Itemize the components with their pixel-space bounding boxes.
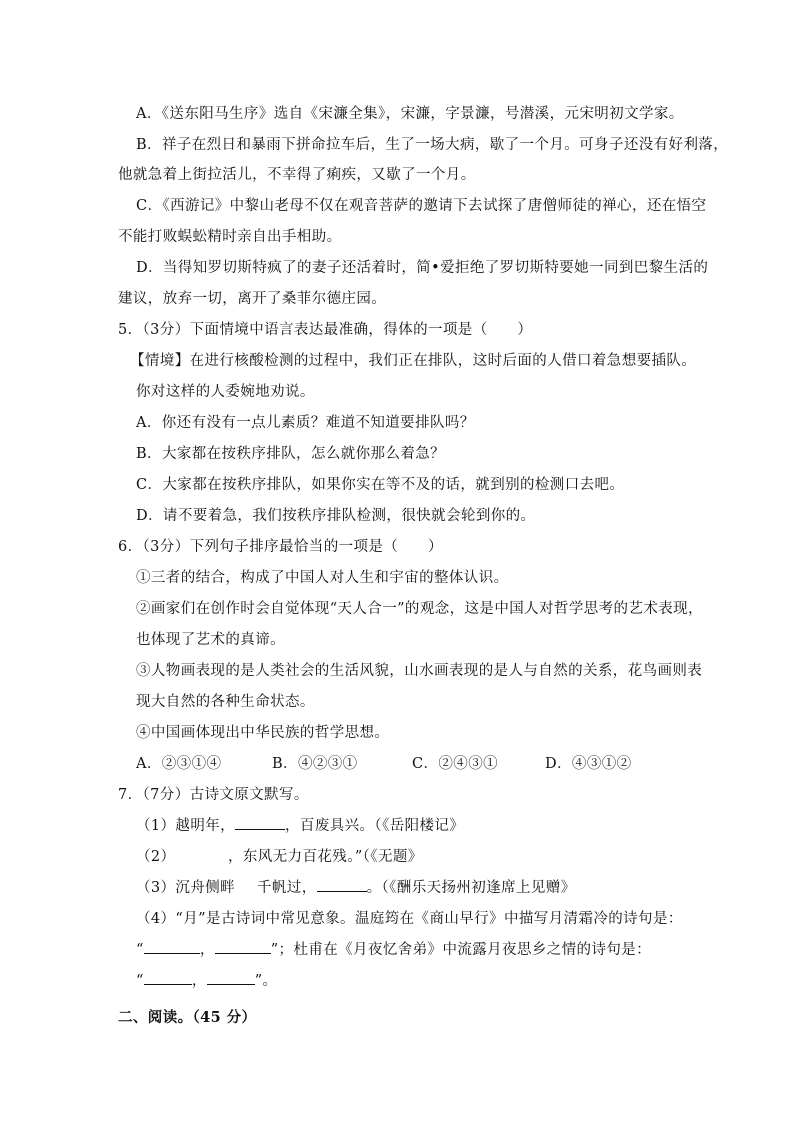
- q4-option-a-text: A．《送东阳马生序》选自《宋濂全集》，宋濂，字景濂，号潜溪，元宋明初文学家。: [136, 106, 684, 122]
- q7-item-1-prefix: （1）越明年，: [136, 818, 236, 834]
- q7-item-3-blank[interactable]: [317, 876, 367, 892]
- q5-stem-text: 5．（3分）下面情境中语言表达最准确，得体的一项是（ ）: [118, 322, 533, 338]
- q7-item-4-text-2: ”；杜甫在《月夜忆舍弟》中流露月夜思乡之情的诗句是：: [270, 942, 652, 958]
- q6-stem-text: 6．（3分）下列句子排序最恰当的一项是（ ）: [118, 539, 443, 555]
- q7-item-4-close: ”。: [254, 973, 278, 989]
- q7-item-4-open-quote-1: “: [136, 942, 144, 958]
- q7-item-4-text-1: （4）“月”是古诗词中常见意象。温庭筠在《商山早行》中描写月清霜冷的诗句是：: [136, 911, 683, 927]
- q5-context-text-1: 【情境】在进行核酸检测的过程中，我们正在排队，这时后面的人借口着急想要插队。: [130, 353, 697, 369]
- q6-sentence-1: [0, 566, 794, 590]
- section-2-title: 二、阅读。（45 分）: [118, 1009, 257, 1026]
- q6-sentence-3-text-1: ③人物画表现的是人类社会的生活风貌，山水画表现的是人与自然的关系，花鸟画则表: [136, 663, 703, 679]
- q6-stem: [0, 535, 794, 559]
- q4-option-b-line2: [0, 163, 794, 187]
- q7-item-4-line2-content: [136, 938, 651, 962]
- q7-stem: [0, 783, 794, 807]
- q7-item-3-line: [257, 876, 576, 900]
- q4-option-b-text-2: 他就急着上街拉活儿，不幸得了痢疾，又歇了一个月。: [118, 167, 476, 183]
- q4-option-d-line2: [0, 287, 794, 311]
- q6-sentence-2-line2: [0, 628, 794, 652]
- q7-item-1-blank[interactable]: [235, 814, 285, 830]
- q7-item-4-blank-3[interactable]: [144, 969, 192, 985]
- q7-item-4-open-quote-2: “: [136, 973, 144, 989]
- q6-sentence-2-text-1: ②画家们在创作时会自觉体现“天人合一”的观念，这是中国人对哲学思考的艺术表现，: [136, 601, 703, 617]
- q5-option-c: [0, 473, 794, 497]
- q7-item-3: [0, 876, 794, 900]
- q5-option-c-text: C．大家都在按秩序排队，如果你实在等不及的话，就到别的检测口去吧。: [136, 477, 625, 493]
- q4-option-b-line1: [0, 133, 794, 157]
- q5-option-b-text: B．大家都在按秩序排队，怎么就你那么着急？: [136, 446, 446, 462]
- q7-item-4-line2: [0, 938, 794, 962]
- q7-item-4-blank-1[interactable]: [144, 938, 200, 954]
- q4-option-d-line1: [0, 256, 794, 280]
- q6-sentence-3-line2: [0, 690, 794, 714]
- q7-item-2: [0, 845, 794, 869]
- section-2-heading: [0, 1006, 794, 1030]
- q5-option-a-text: A．你还有没有一点儿素质？难道不知道要排队吗？: [136, 415, 475, 431]
- q6-options-row: [0, 752, 794, 776]
- q7-item-4-line1: [0, 907, 794, 931]
- q6-sentence-2-text-2: 也体现了艺术的真谛。: [136, 632, 285, 648]
- q7-item-4-comma-1: ，: [199, 942, 215, 958]
- q6-sentence-4: [0, 721, 794, 745]
- q4-option-a: [0, 102, 794, 126]
- q4-option-b-text-1: B．祥子在烈日和暴雨下拼命拉车后，生了一场大病，歇了一个月。可身子还没有好利落，: [136, 137, 729, 153]
- q6-sentence-3-line1: [0, 659, 794, 683]
- q6-sentence-3-text-2: 现大自然的各种生命状态。: [136, 694, 315, 710]
- q6-option-c: C．②④③①: [412, 756, 498, 772]
- q4-option-d-text-2: 建议，放弃一切，离开了桑菲尔德庄园。: [118, 291, 387, 307]
- q7-item-2-prefix: （2）: [136, 849, 176, 865]
- q7-item-4-comma-2: ，: [191, 973, 207, 989]
- q4-option-c-line2: [0, 225, 794, 249]
- q7-item-2-suffix: ，东风无力百花残。”（《无题》: [228, 849, 423, 865]
- q4-option-c-text-2: 不能打败蜈蚣精时亲自出手相助。: [118, 229, 342, 245]
- q5-context-line2: [0, 380, 794, 404]
- q5-option-a: [0, 411, 794, 435]
- q7-item-4-blank-4[interactable]: [207, 969, 255, 985]
- q6-sentence-2-line1: [0, 597, 794, 621]
- q5-option-b: [0, 442, 794, 466]
- q6-sentence-4-text: ④中国画体现出中华民族的哲学思想。: [136, 725, 390, 741]
- q6-option-d: D．④③①②: [545, 756, 632, 772]
- q7-item-3-suffix: 。（《酬乐天扬州初逢席上见赠》: [366, 880, 576, 896]
- q4-option-c-line1: [0, 194, 794, 218]
- q5-stem: [0, 318, 794, 342]
- q5-context-line1: [0, 349, 794, 373]
- q4-option-d-text-1: D．当得知罗切斯特疯了的妻子还活着时，简•爱拒绝了罗切斯特要她一同到巴黎生活的: [136, 260, 709, 276]
- q5-context-text-2: 你对这样的人委婉地劝说。: [136, 384, 315, 400]
- q4-option-c-text-1: C．《西游记》中黎山老母不仅在观音菩萨的邀请下去试探了唐僧师徒的禅心，还在悟空: [136, 198, 707, 214]
- q7-item-3-prefix: （3）沉舟侧畔: [136, 880, 236, 896]
- q6-option-b: B．④②③①: [272, 756, 358, 772]
- q5-option-d: [0, 504, 794, 528]
- q7-item-1-line: [136, 814, 464, 838]
- q6-option-a: A．②③①④: [136, 756, 222, 772]
- q7-item-4-line3: [0, 969, 794, 993]
- q7-item-4-line3-content: [136, 969, 277, 993]
- q7-item-1: [0, 814, 794, 838]
- q7-item-1-suffix: ，百废具兴。（《岳阳楼记》: [285, 818, 465, 834]
- q7-item-3-mid: 千帆过，: [257, 880, 317, 896]
- q7-item-4-blank-2[interactable]: [215, 938, 271, 954]
- q7-stem-text: 7．（7分）古诗文原文默写。: [118, 787, 309, 803]
- q5-option-d-text: D．请不要着急，我们按秩序排队检测，很快就会轮到你的。: [136, 508, 536, 524]
- q6-sentence-1-text: ①三者的结合，构成了中国人对人生和宇宙的整体认识。: [136, 570, 509, 586]
